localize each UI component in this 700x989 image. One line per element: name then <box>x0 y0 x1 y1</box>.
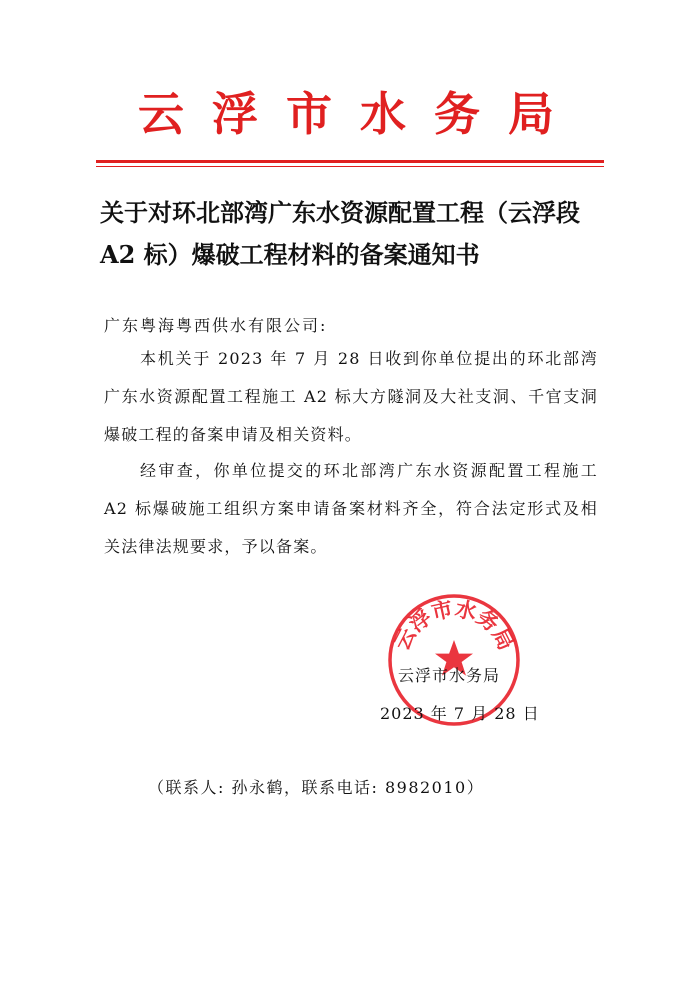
signer-name: 云浮市水务局 <box>398 666 501 685</box>
document-title: 关于对环北部湾广东水资源配置工程（云浮段 A2 标）爆破工程材料的备案通知书 <box>100 198 580 269</box>
letterhead-divider-thin <box>96 166 604 167</box>
body-paragraph: 本机关于 2023 年 7 月 28 日收到你单位提出的环北部湾广东水资源配置工程施工 A2 标大方隧洞及大社支洞、千官支洞爆破工程的备案申请及相关资料。 <box>104 349 598 444</box>
addressee: 广东粤海粤西供水有限公司: <box>104 316 328 335</box>
letterhead-org-name: 云浮市水务局 <box>138 87 582 141</box>
body-paragraph: 经审查，你单位提交的环北部湾广东水资源配置工程施工 A2 标爆破施工组织方案申请备案材料齐全，符合法定形式及相关法律法规要求，予以备案。 <box>104 461 598 556</box>
letterhead-divider-thick <box>96 160 604 163</box>
issue-date: 2023 年 7 月 28 日 <box>380 704 540 723</box>
contact-info: （联系人: 孙永鹤，联系电话: 8982010） <box>148 778 485 797</box>
seal-text: 云浮市水务局 <box>388 595 520 655</box>
